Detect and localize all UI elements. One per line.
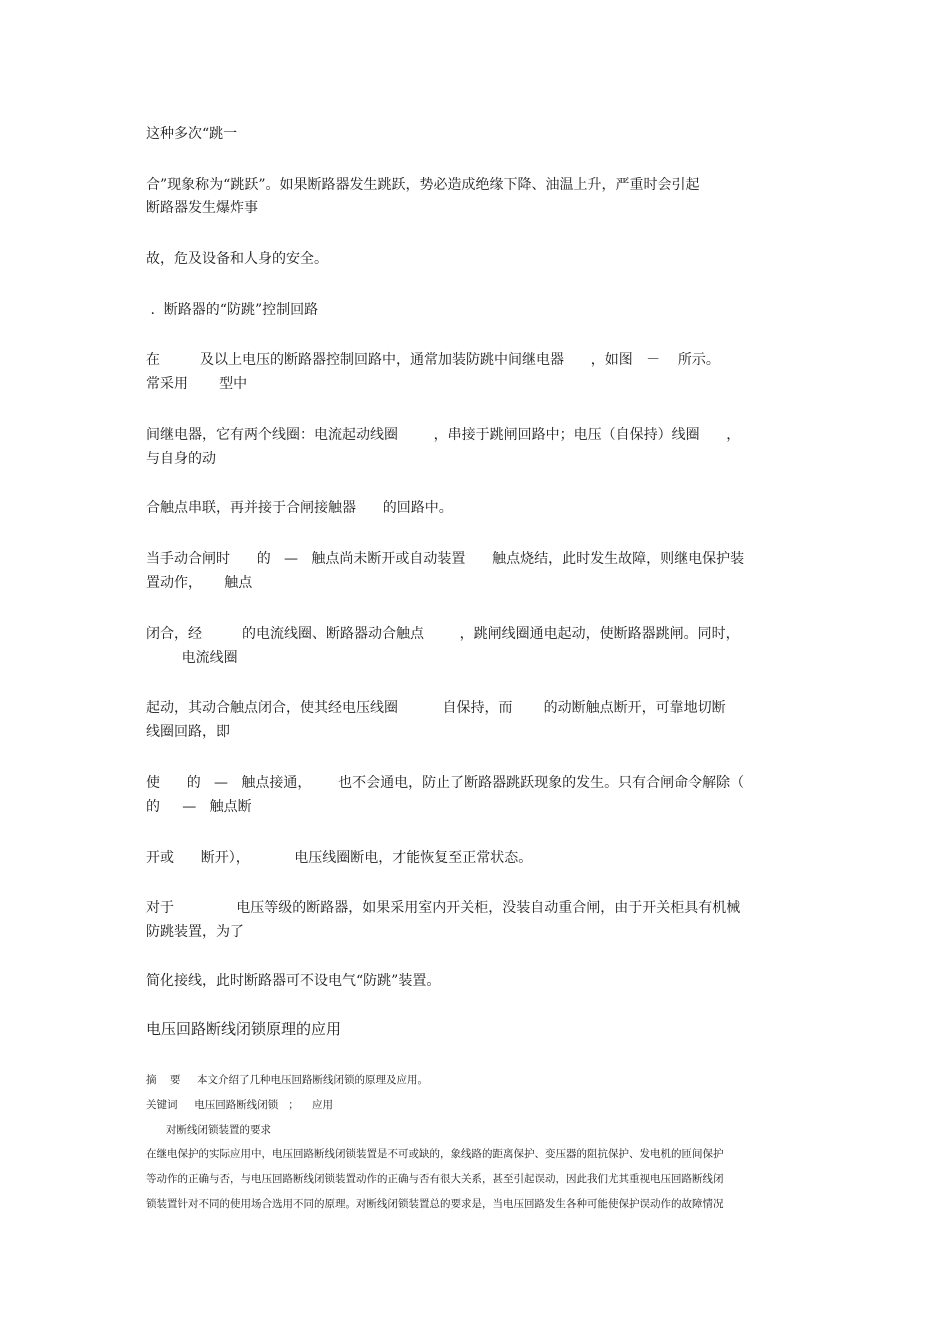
text-line: 简化接线，此时断路器可不设电气“防跳”装置。: [146, 973, 441, 989]
text-line: 故，危及设备和人身的安全。: [146, 251, 328, 267]
text-line: 起动，其动合触点闭合，使其经电压线圈 自保持，而 的动断触点断开，可靠地切断: [146, 700, 726, 716]
body-line: 在继电保护的实际应用中，电压回路断线闭锁装置是不可或缺的，象线路的距离保护、变压器的阻抗保护、发电机的匝间保护: [146, 1148, 724, 1160]
text-line: 这种多次“跳一: [146, 126, 238, 142]
body-line: 锁装置针对不同的使用场合选用不同的原理。对断线闭锁装置总的要求是，当电压回路发生各种可能使保护误动作的故障情况: [146, 1198, 724, 1210]
text-line: 在 及以上电压的断路器控制回路中，通常加装防跳中间继电器 ，如图 － 所示。: [146, 352, 720, 368]
text-line: 断路器发生爆炸事: [146, 200, 258, 216]
text-line: 合”现象称为“跳跃”。如果断路器发生跳跃，势必造成绝缘下降、油温上升，严重时会引起: [146, 177, 700, 193]
text-line: 间继电器，它有两个线圈：电流起动线圈 ，串接于跳闸回路中；电压（自保持）线圈 ，: [146, 427, 741, 443]
text-line: 电流线圈: [146, 650, 238, 666]
text-line: 常采用 型中: [146, 376, 248, 392]
text-line: 置动作， 触点: [146, 575, 253, 591]
text-line: 开或 断开）， 电压线圈断电，才能恢复至正常状态。: [146, 850, 533, 866]
text-line: 对于 电压等级的断路器，如果采用室内开关柜，没装自动重合闸，由于开关柜具有机械: [146, 900, 741, 916]
text-line: 合触点串联，再并接于合闸接触器 的回路中。: [146, 500, 453, 516]
text-line: 与自身的动: [146, 451, 216, 467]
keywords-line: 关键词 电压回路断线闭锁 ； 应用: [146, 1099, 334, 1111]
body-line: 等动作的正确与否，与电压回路断线闭锁装置动作的正确与否有很大关系，甚至引起误动，因此我们尤其重视电压回路断线闭: [146, 1173, 724, 1185]
text-line: 闭合，经 的电流线圈、断路器动合触点 ，跳闸线圈通电起动，使断路器跳闸。同时，: [146, 626, 740, 642]
section-title: . 断路器的“防跳”控制回路: [146, 302, 319, 318]
text-line: 防跳装置，为了: [146, 924, 244, 940]
text-line: 线圈回路，即: [146, 724, 230, 740]
subsection-title: 对断线闭锁装置的要求: [146, 1124, 272, 1136]
abstract-line: 摘 要 本文介绍了几种电压回路断线闭锁的原理及应用。: [146, 1074, 429, 1086]
article-title: 电压回路断线闭锁原理的应用: [146, 1020, 342, 1038]
text-line: 使 的 — 触点接通， 也不会通电，防止了断路器跳跃现象的发生。只有合闸命令解除（: [146, 775, 745, 791]
text-line: 的 — 触点断: [146, 799, 252, 815]
text-line: 当手动合闸时 的 — 触点尚未断开或自动装置 触点烧结，此时发生故障，则继电保护装: [146, 551, 745, 567]
